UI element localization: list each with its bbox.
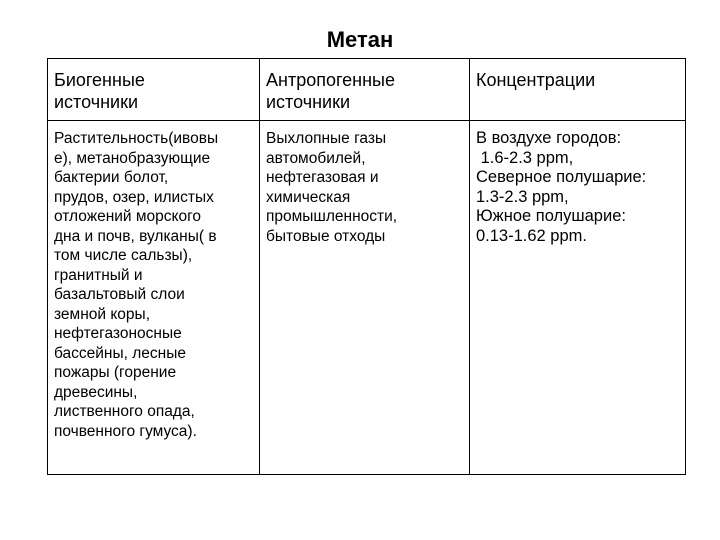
cell-line: пожары (горение: [54, 364, 177, 381]
cell-line: Выхлопные газы: [266, 130, 387, 147]
cell-line: том числе сальзы),: [54, 247, 193, 264]
cell-line: земной коры,: [54, 305, 150, 323]
cell-biogenic-sources: [48, 121, 260, 475]
cell-line: химическая: [266, 188, 351, 206]
header-line: Концентрации: [476, 70, 596, 90]
header-biogenic-sources: [48, 59, 260, 121]
cell-line: бактерии болот,: [54, 169, 169, 186]
header-line: Биогенные: [54, 70, 145, 90]
cell-line: базальтовый слои: [54, 286, 185, 303]
table-header-row: [48, 59, 686, 121]
cell-line: дна и почв, вулканы( в: [54, 227, 217, 245]
cell-line: нефтегазоносные: [54, 325, 182, 342]
cell-line: Южное полушарие:: [476, 207, 626, 225]
cell-line: промышленности,: [266, 208, 398, 225]
cell-line: автомобилей,: [266, 149, 366, 167]
header-line: источники: [54, 92, 139, 112]
table-row: [48, 121, 686, 475]
cell-line: прудов, озер, илистых: [54, 188, 214, 206]
cell-line: бытовые отходы: [266, 227, 386, 245]
header-line: Антропогенные: [266, 70, 395, 90]
cell-anthropogenic-sources: [260, 121, 470, 475]
cell-line: гранитный и: [54, 266, 143, 284]
cell-line: бассейны, лесные: [54, 344, 186, 362]
cell-line: 1.3-2.3 ppm,: [476, 187, 569, 206]
methane-table: [47, 58, 686, 475]
header-concentrations: [470, 59, 686, 121]
header-anthropogenic-sources: [260, 59, 470, 121]
cell-concentrations: [470, 121, 686, 475]
cell-line: отложений морского: [54, 208, 202, 225]
page-title: Метан: [326, 27, 394, 52]
cell-line: древесины,: [54, 383, 138, 401]
cell-line: Растительность(ивовы: [54, 130, 219, 147]
cell-line: нефтегазовая и: [266, 169, 379, 186]
cell-line: 1.6-2.3 ppm,: [476, 148, 574, 167]
cell-line: В воздухе городов:: [476, 129, 622, 147]
header-line: источники: [266, 92, 351, 112]
cell-line: лиственного опада,: [54, 403, 195, 420]
cell-line: почвенного гумуса).: [54, 422, 197, 440]
cell-line: Северное полушарие:: [476, 168, 647, 186]
cell-line: е), метанобразующие: [54, 149, 211, 167]
cell-line: 0.13-1.62 ppm.: [476, 226, 587, 245]
